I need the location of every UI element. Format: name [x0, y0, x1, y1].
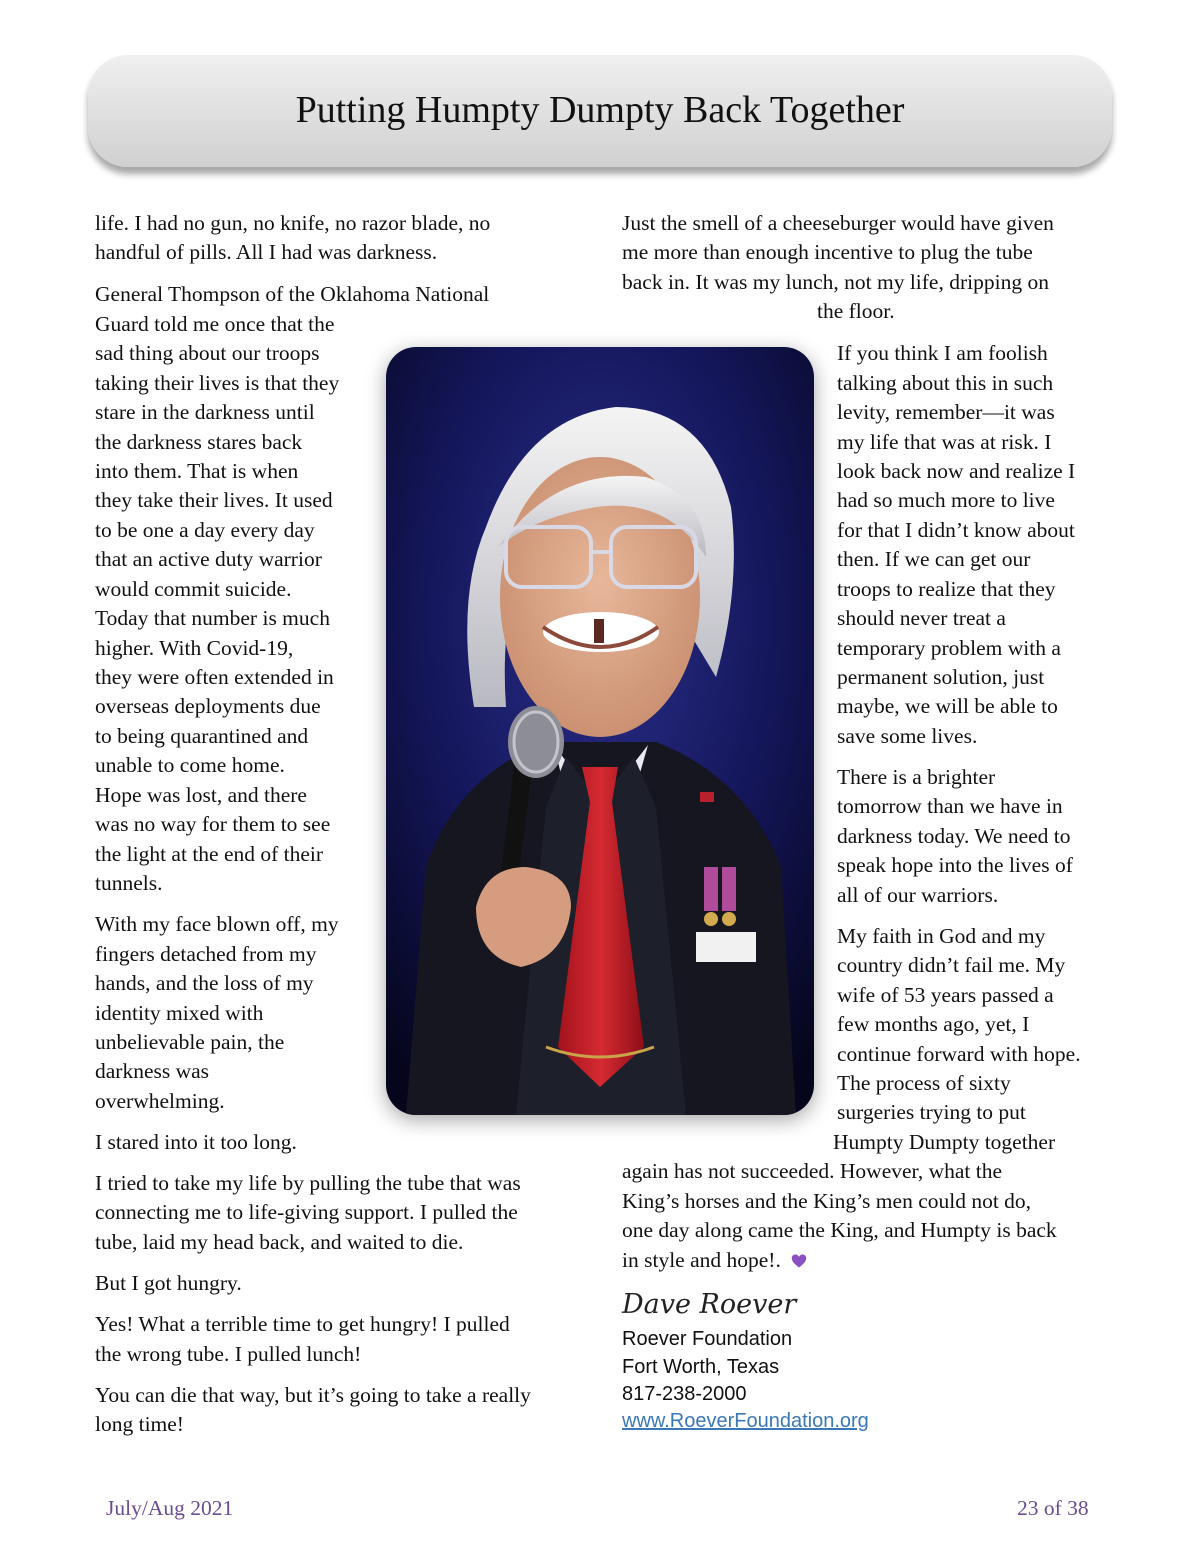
left-line-3: General Thompson of the Oklahoma National: [95, 282, 490, 306]
left-line-13: would commit suicide.: [95, 577, 292, 601]
right-line-6: talking about this in such: [837, 371, 1054, 395]
signature: Dave Roever: [622, 1289, 797, 1320]
right-line-29: The process of sixty: [837, 1071, 1011, 1095]
left-line-2: handful of pills. All I had was darkness.: [95, 240, 438, 264]
closing-text: in style and hope!.: [622, 1248, 781, 1272]
right-line-9: look back now and realize I: [837, 459, 1076, 483]
left-line-12: that an active duty warrior: [95, 547, 322, 571]
left-line-24: With my face blown off, my: [95, 912, 339, 936]
left-line-37: the wrong tube. I pulled lunch!: [95, 1342, 362, 1366]
right-line-34: one day along came the King, and Humpty is back: [622, 1218, 1057, 1242]
right-line-10: had so much more to live: [837, 488, 1055, 512]
left-line-34: tube, laid my head back, and waited to die.: [95, 1230, 464, 1254]
left-line-21: was no way for them to see: [95, 812, 331, 836]
right-line-16: permanent solution, just: [837, 665, 1045, 689]
left-line-29: darkness was: [95, 1059, 210, 1083]
phone-number: 817-238-2000: [622, 1383, 747, 1405]
right-line-30: surgeries trying to put: [837, 1100, 1026, 1124]
right-line-21: darkness today. We need to: [837, 824, 1071, 848]
right-line-28: continue forward with hope.: [837, 1042, 1081, 1066]
right-line-13: troops to realize that they: [837, 577, 1056, 601]
right-line-26: wife of 53 years passed a: [837, 983, 1054, 1007]
left-line-17: overseas deployments due: [95, 694, 321, 718]
left-line-26: hands, and the loss of my: [95, 971, 314, 995]
right-line-33: King’s horses and the King’s men could not do,: [622, 1189, 1032, 1213]
left-line-5: sad thing about our troops: [95, 341, 320, 365]
right-line-22: speak hope into the lives of: [837, 853, 1073, 877]
left-line-30: overwhelming.: [95, 1089, 225, 1113]
right-line-27: few months ago, yet, I: [837, 1012, 1030, 1036]
left-line-33: connecting me to life-giving support. I pulled the: [95, 1200, 518, 1224]
right-line-5: If you think I am foolish: [837, 341, 1048, 365]
left-line-28: unbelievable pain, the: [95, 1030, 285, 1054]
right-line-14: should never treat a: [837, 606, 1006, 630]
right-line-35: [622, 1246, 807, 1276]
organization-name: Roever Foundation: [622, 1328, 793, 1350]
website-link[interactable]: www.RoeverFoundation.org: [622, 1410, 869, 1432]
right-line-25: country didn’t fail me. My: [837, 953, 1066, 977]
right-line-11: for that I didn’t know about: [837, 518, 1075, 542]
right-line-3: back in. It was my lunch, not my life, dripping on: [622, 270, 1049, 294]
left-line-4: Guard told me once that the: [95, 312, 335, 336]
left-line-7: stare in the darkness until: [95, 400, 315, 424]
left-line-25: fingers detached from my: [95, 942, 317, 966]
left-line-11: to be one a day every day: [95, 518, 315, 542]
left-line-15: higher. With Covid-19,: [95, 636, 294, 660]
right-line-2: me more than enough incentive to plug the tube: [622, 240, 1033, 264]
left-line-9: into them. That is when: [95, 459, 299, 483]
left-line-31: I stared into it too long.: [95, 1130, 297, 1154]
purple-heart-icon: [791, 1253, 807, 1269]
left-line-35: But I got hungry.: [95, 1271, 242, 1295]
footer-page-number: 23 of 38: [1017, 1496, 1089, 1520]
right-line-20: tomorrow than we have in: [837, 794, 1063, 818]
left-line-14: Today that number is much: [95, 606, 330, 630]
left-line-1: life. I had no gun, no knife, no razor blade, no: [95, 211, 491, 235]
right-line-23: all of our warriors.: [837, 883, 999, 907]
left-line-18: to being quarantined and: [95, 724, 309, 748]
left-line-22: the light at the end of their: [95, 842, 324, 866]
right-line-17: maybe, we will be able to: [837, 694, 1058, 718]
title-banner: [88, 55, 1112, 167]
article-title: Putting Humpty Dumpty Back Together: [295, 89, 905, 131]
right-line-19: There is a brighter: [837, 765, 996, 789]
left-line-32: I tried to take my life by pulling the tube that was: [95, 1171, 521, 1195]
right-line-1: Just the smell of a cheeseburger would have given: [622, 211, 1054, 235]
speaker-photo: [386, 347, 814, 1115]
left-line-8: the darkness stares back: [95, 430, 303, 454]
left-line-39: long time!: [95, 1412, 184, 1436]
right-line-4: the floor.: [817, 299, 895, 323]
left-line-20: Hope was lost, and there: [95, 783, 307, 807]
right-line-12: then. If we can get our: [837, 547, 1031, 571]
right-line-7: levity, remember—it was: [837, 400, 1055, 424]
right-line-18: save some lives.: [837, 724, 978, 748]
left-line-16: they were often extended in: [95, 665, 334, 689]
left-line-10: they take their lives. It used: [95, 488, 333, 512]
left-line-38: You can die that way, but it’s going to take a really: [95, 1383, 531, 1407]
left-line-6: taking their lives is that they: [95, 371, 340, 395]
right-line-24: My faith in God and my: [837, 924, 1046, 948]
right-line-31: Humpty Dumpty together: [833, 1130, 1056, 1154]
left-line-19: unable to come home.: [95, 753, 285, 777]
left-line-23: tunnels.: [95, 871, 163, 895]
right-line-15: temporary problem with a: [837, 636, 1061, 660]
location: Fort Worth, Texas: [622, 1356, 780, 1378]
right-line-8: my life that was at risk. I: [837, 430, 1052, 454]
left-line-27: identity mixed with: [95, 1001, 264, 1025]
right-line-32: again has not succeeded. However, what the: [622, 1159, 1003, 1183]
left-line-36: Yes! What a terrible time to get hungry! I pulled: [95, 1312, 510, 1336]
footer-issue: July/Aug 2021: [106, 1496, 234, 1520]
